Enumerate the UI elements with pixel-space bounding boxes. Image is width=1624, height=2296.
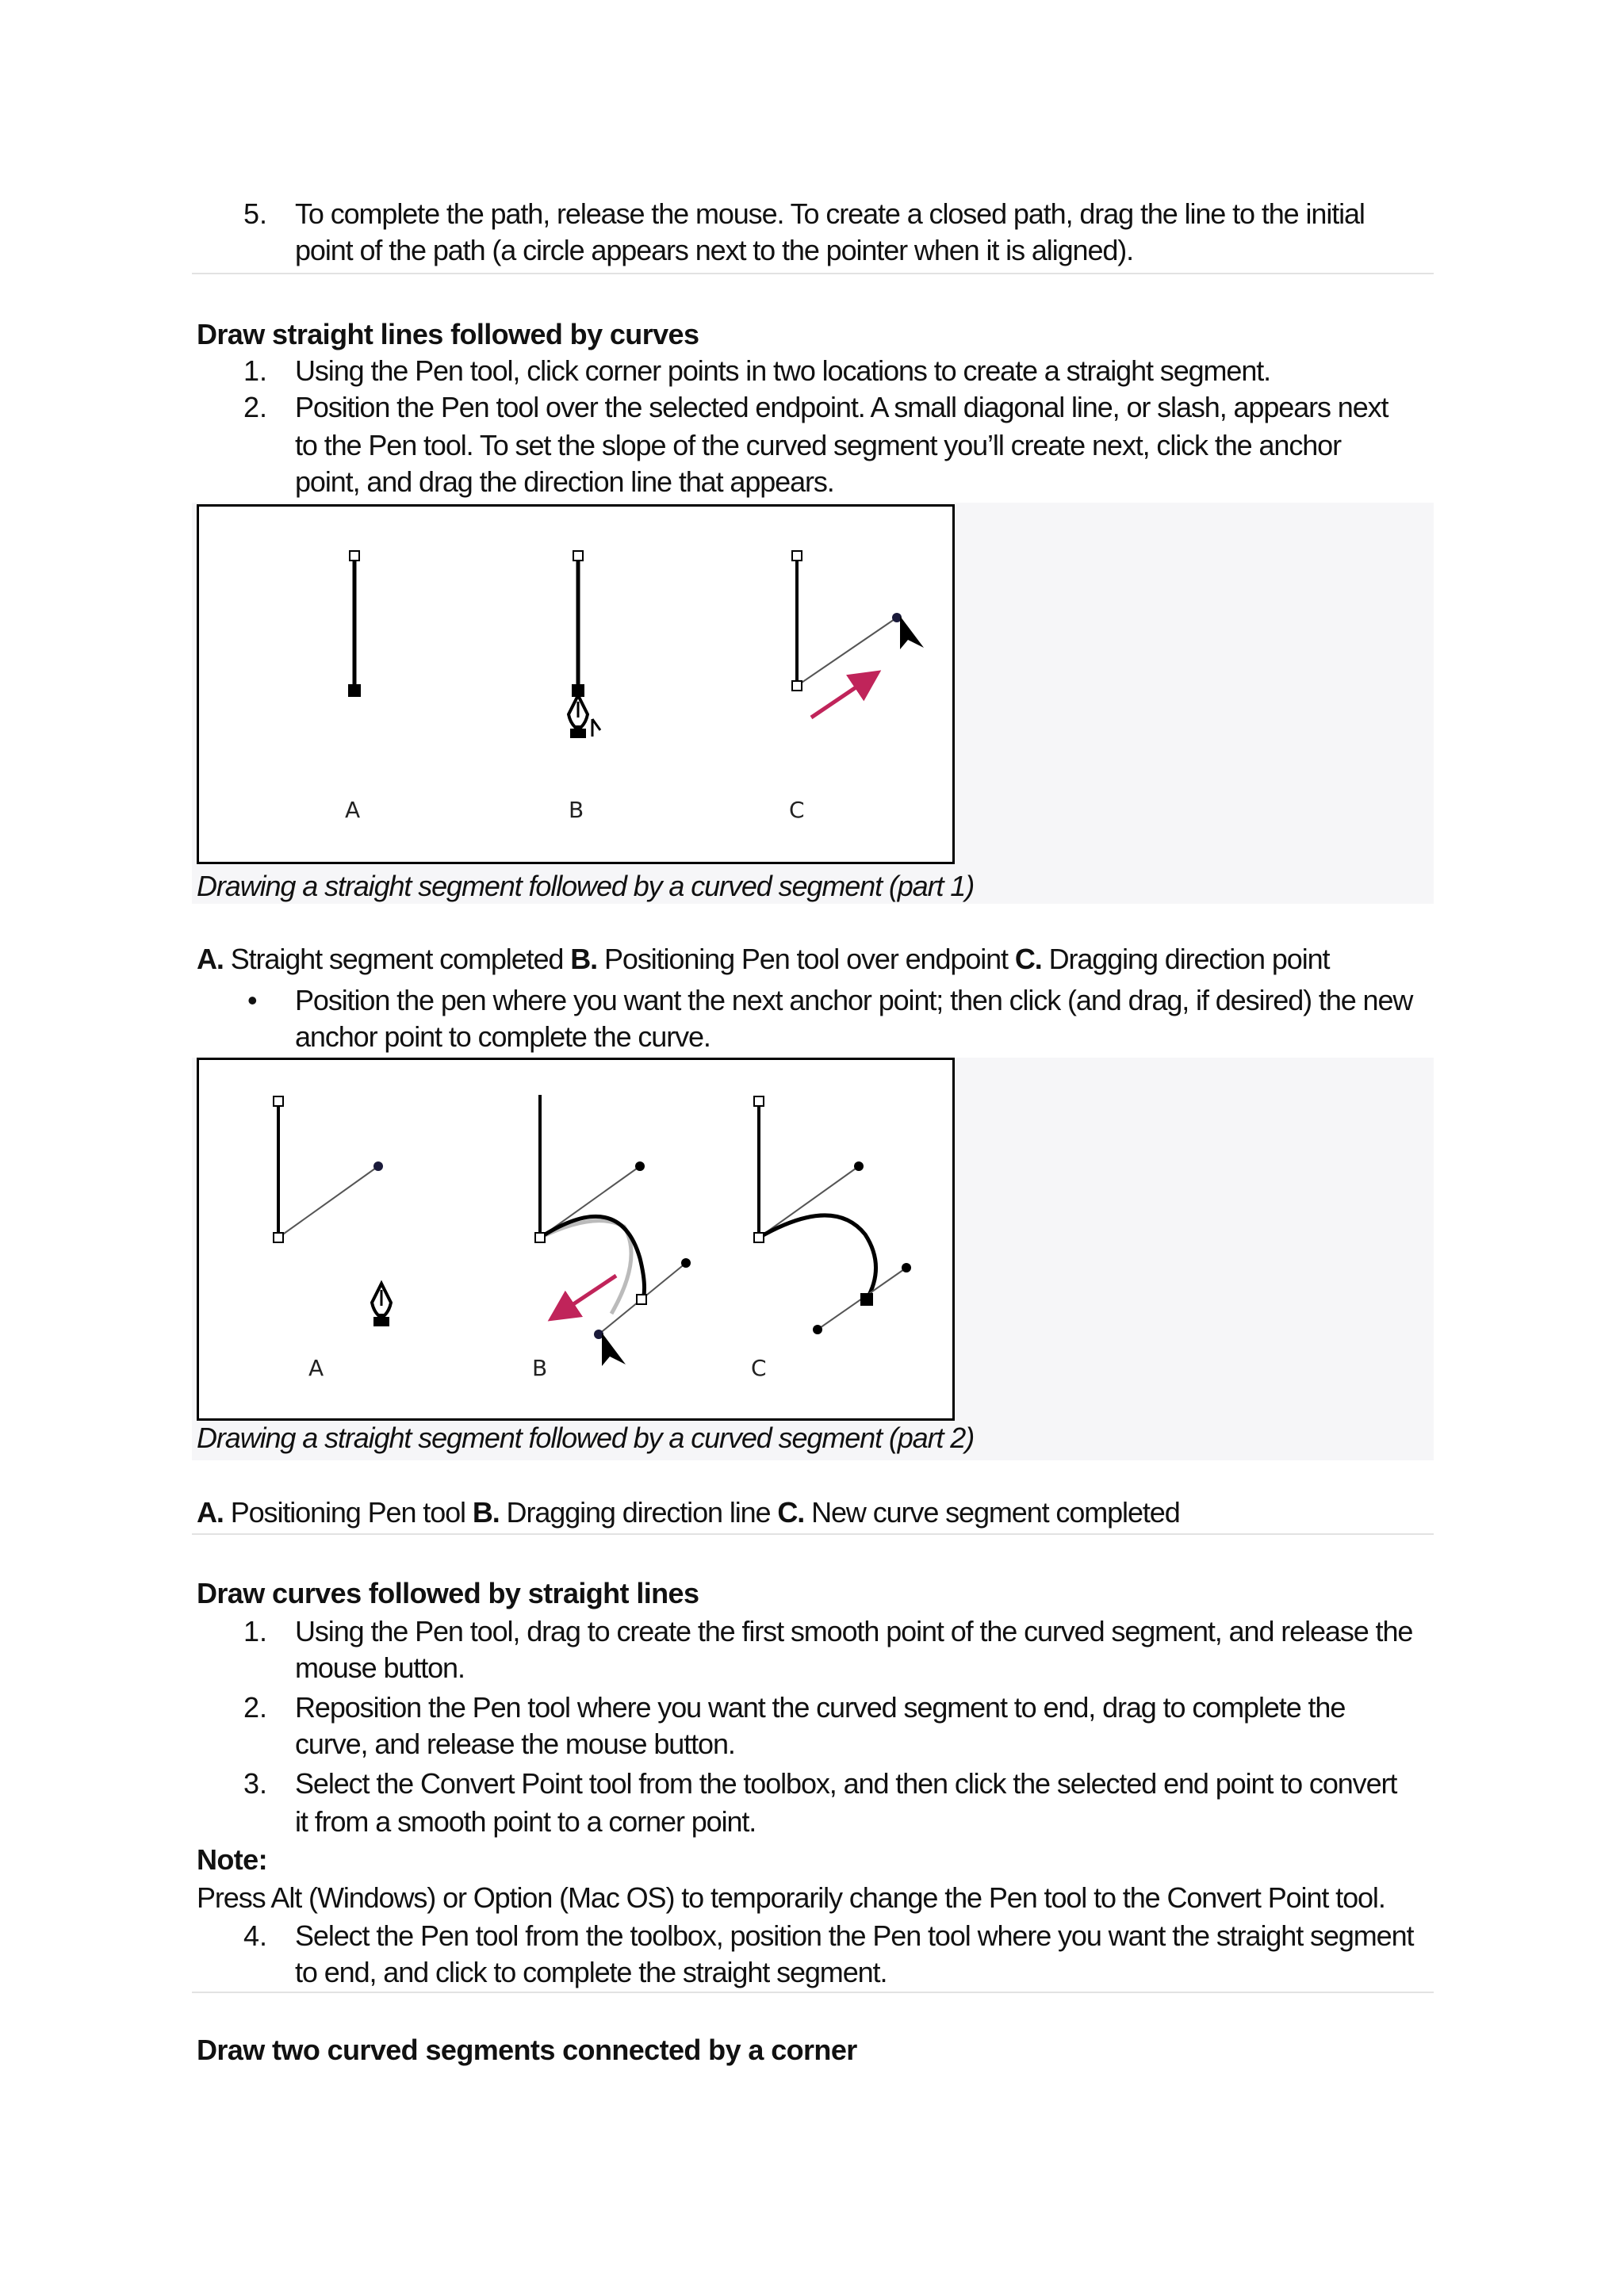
divider xyxy=(192,1992,1434,1993)
step-text: Select the Pen tool from the toolbox, position the Pen tool where you want the straight segment xyxy=(295,1919,1414,1952)
step-text: Reposition the Pen tool where you want the curved segment to end, drag to complete the xyxy=(295,1691,1346,1724)
step-number: 5. xyxy=(243,197,268,230)
step-text: Using the Pen tool, click corner points in two locations to create a straight segment. xyxy=(295,354,1271,387)
step-text: point, and drag the direction line that appears. xyxy=(295,465,834,498)
drag-arrow xyxy=(554,1276,616,1317)
figure-caption: Drawing a straight segment followed by a curved segment (part 2) xyxy=(197,1422,975,1454)
step-number: 1. xyxy=(243,1615,268,1647)
step-number: 2. xyxy=(243,391,268,423)
divider xyxy=(192,273,1434,274)
anchor-point xyxy=(637,1295,646,1304)
step-text: curve, and release the mouse button. xyxy=(295,1728,735,1760)
step-text: Select the Convert Point tool from the toolbox, and then click the selected end point to convert xyxy=(295,1767,1397,1800)
anchor-point-selected xyxy=(860,1293,873,1306)
anchor-point-selected xyxy=(348,684,361,697)
figure-label: C xyxy=(789,797,805,823)
anchor-point xyxy=(535,1233,545,1242)
curve-segment xyxy=(759,1215,876,1299)
figure-label: B xyxy=(569,797,584,823)
direction-line xyxy=(797,618,897,686)
figure-label: C xyxy=(751,1355,767,1381)
step-text: Using the Pen tool, drag to create the first smooth point of the curved segment, and release the xyxy=(295,1615,1413,1647)
figure-legend: A. Straight segment completed B. Positioning Pen tool over endpoint C. Dragging direction point xyxy=(197,943,1330,975)
drag-arrow xyxy=(811,675,875,718)
step-text: to end, and click to complete the straight segment. xyxy=(295,1956,887,1988)
direction-point xyxy=(854,1161,864,1171)
direction-point xyxy=(902,1263,911,1272)
figure-label: A xyxy=(308,1355,324,1381)
pen-tool-icon xyxy=(569,695,600,738)
anchor-point xyxy=(754,1233,764,1242)
anchor-point xyxy=(754,1096,764,1106)
direction-point xyxy=(635,1161,645,1171)
step-text: point of the path (a circle appears next to the pointer when it is aligned). xyxy=(295,234,1134,266)
note-text: Press Alt (Windows) or Option (Mac OS) to temporarily change the Pen tool to the Convert Point tool. xyxy=(197,1881,1385,1914)
step-text: To complete the path, release the mouse. To create a closed path, drag the line to the initial xyxy=(295,197,1365,230)
step-text: to the Pen tool. To set the slope of the curved segment you’ll create next, click the anchor xyxy=(295,429,1341,461)
step-text: mouse button. xyxy=(295,1651,465,1684)
section-heading: Draw curves followed by straight lines xyxy=(197,1577,699,1609)
direction-point xyxy=(373,1161,383,1171)
bullet-text: anchor point to complete the curve. xyxy=(295,1020,710,1053)
figure-1 xyxy=(197,504,955,864)
note-label: Note: xyxy=(197,1843,267,1876)
direction-line xyxy=(278,1166,378,1238)
anchor-point xyxy=(792,681,802,691)
anchor-point xyxy=(792,551,802,561)
step-number: 4. xyxy=(243,1919,268,1952)
figure-label: A xyxy=(345,797,361,823)
bullet-text: Position the pen where you want the next anchor point; then click (and drag, if desired) the new xyxy=(295,984,1413,1016)
section-heading: Draw straight lines followed by curves xyxy=(197,318,699,350)
figure-caption: Drawing a straight segment followed by a curved segment (part 1) xyxy=(197,870,975,902)
figure-label: B xyxy=(532,1355,548,1381)
anchor-point xyxy=(350,551,359,561)
step-number: 1. xyxy=(243,354,268,387)
direction-line xyxy=(759,1166,859,1238)
direction-point xyxy=(813,1325,822,1334)
curve-preview xyxy=(540,1221,631,1314)
divider xyxy=(192,1533,1434,1535)
direction-point xyxy=(681,1258,691,1268)
figure-legend: A. Positioning Pen tool B. Dragging direction line C. New curve segment completed xyxy=(197,1496,1180,1529)
anchor-point xyxy=(274,1096,283,1106)
cursor-arrow-icon xyxy=(900,616,924,649)
step-number: 2. xyxy=(243,1691,268,1724)
bullet-symbol: • xyxy=(247,984,258,1016)
cursor-arrow-icon xyxy=(602,1333,626,1366)
pen-tool-icon xyxy=(372,1284,391,1326)
step-number: 3. xyxy=(243,1767,268,1800)
step-text: it from a smooth point to a corner point. xyxy=(295,1805,756,1838)
figure-2 xyxy=(197,1058,955,1421)
anchor-point xyxy=(573,551,583,561)
step-text: Position the Pen tool over the selected endpoint. A small diagonal line, or slash, appears next xyxy=(295,391,1388,423)
anchor-point xyxy=(274,1233,283,1242)
section-heading: Draw two curved segments connected by a corner xyxy=(197,2034,857,2066)
